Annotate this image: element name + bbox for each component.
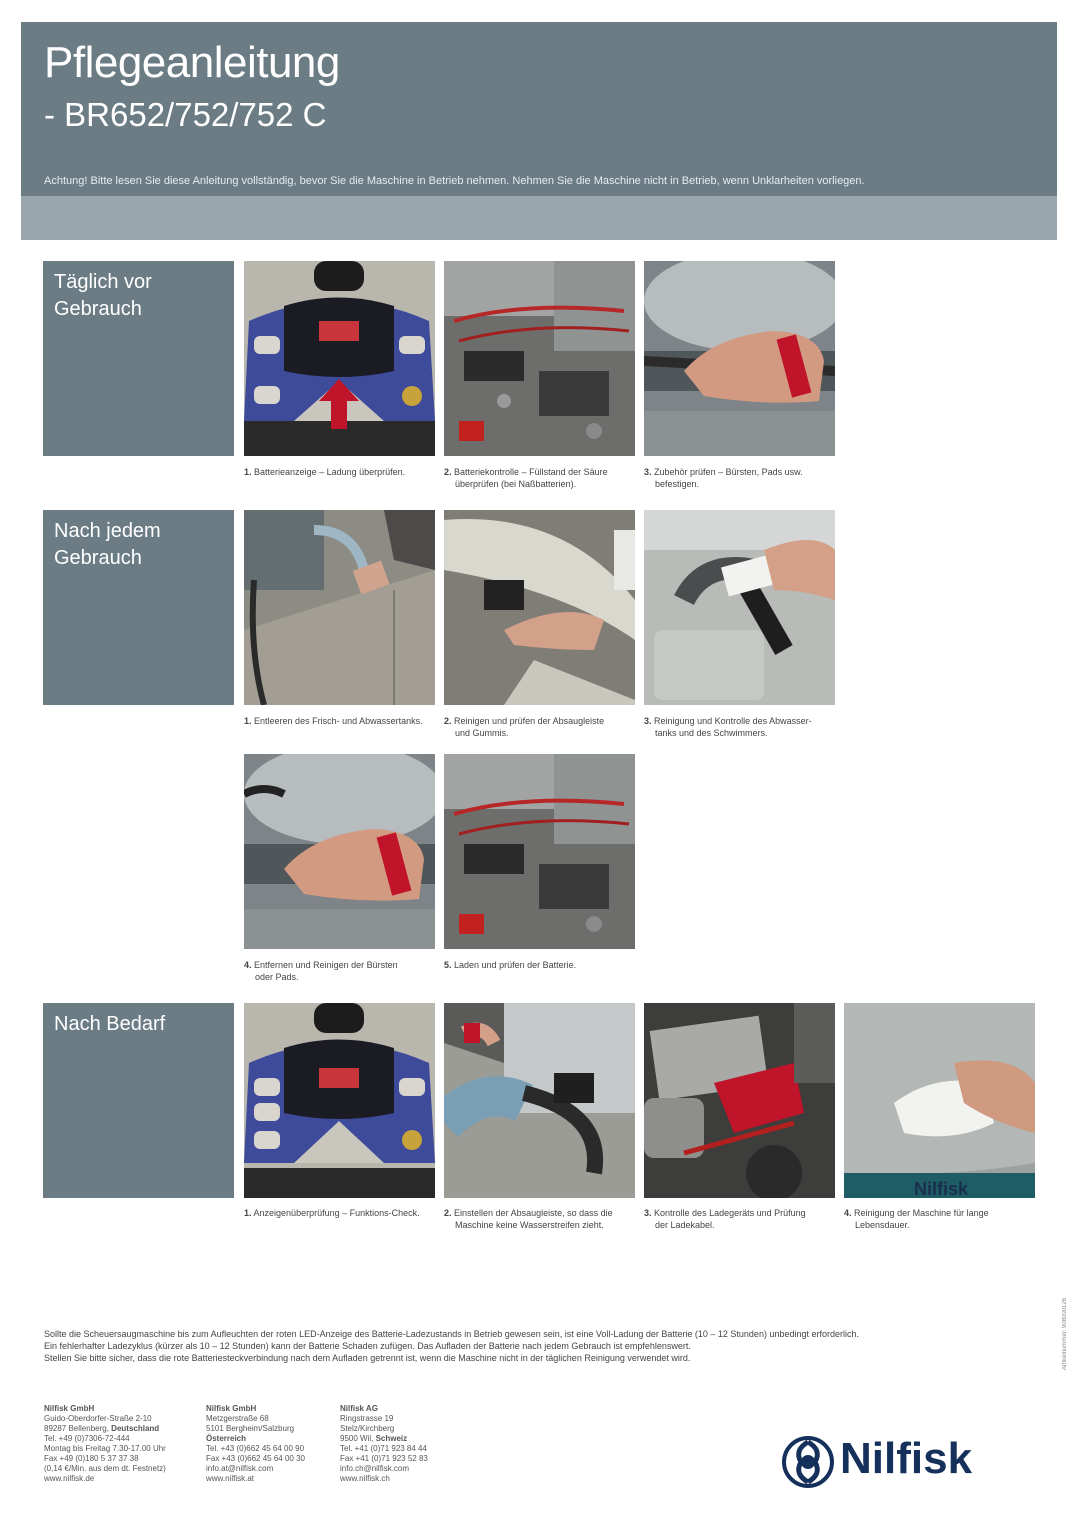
photo-charge-battery [444, 754, 635, 949]
nilfisk-emblem-icon [782, 1436, 834, 1488]
battery-notes [44, 1328, 1004, 1364]
caption-step: 2. Reinigen und prüfen der Absaugleiste und Gummis. [444, 716, 605, 738]
caption-step: 2. Einstellen der Absaugleiste, so dass die Maschine keine Wasserstreifen zieht. [444, 1208, 613, 1230]
page-title: Pflegeanleitung [44, 38, 340, 87]
header-band [21, 196, 1057, 240]
photo-remove-brushes [244, 754, 435, 949]
photo-brush-check [644, 261, 835, 456]
caption-step: 1. Entleeren des Frisch- und Abwassertanks. [244, 716, 423, 726]
photo-squeegee [444, 510, 635, 705]
section-label-line2: Gebrauch [54, 298, 142, 320]
section-label-line1: Nach jedem [54, 520, 161, 542]
logo-wordmark: Nilfisk [840, 1434, 973, 1483]
address-germany: Nilfisk GmbH Guido-Oberdorfer-Straße 2-10 89287 Bellenberg, Deutschland Tel. +49 (0)7306-72-444 Montag bis Freitag 7.30-17.00 Uhr Fax +49 (0)180 5 37 37 38 (0,14 €/Min. aus dem dt. Festnetz) www.nilfisk.de [44, 1404, 166, 1483]
section-label-line1: Täglich vor [54, 271, 152, 293]
caption-step: 4. Reinigung der Maschine für lange Lebensdauer. [844, 1208, 989, 1230]
email-link[interactable]: info.ch@nilfisk.com [340, 1464, 410, 1473]
photo-adjust-squeegee [444, 1003, 635, 1198]
address-austria: Nilfisk GmbH Metzgerstraße 68 5101 Bergheim/Salzburg Österreich Tel. +43 (0)662 45 64 00 90 Fax +43 (0)662 45 64 00 30 info.at@nilfisk.com www.nilfisk.at [206, 1404, 305, 1483]
section-label [54, 518, 161, 572]
caption-step: 3. Kontrolle des Ladegeräts und Prüfung der Ladekabel. [644, 1208, 806, 1230]
photo-charger-check [644, 1003, 835, 1198]
website-link[interactable]: www.nilfisk.at [206, 1474, 255, 1483]
photo-display-check [244, 1003, 435, 1198]
photo-battery-display [244, 261, 435, 456]
photo-empty-tanks [244, 510, 435, 705]
note-line: Ein fehlerhafter Ladezyklus (kürzer als 10 – 12 Stunden) kann der Batterie Schaden zufügen. Das Aufladen der Batterie nach jedem Gebrauch ist empfehlenswert. [44, 1341, 691, 1351]
warning-text: Achtung! Bitte lesen Sie diese Anleitung vollständig, bevor Sie die Maschine in Betrieb nehmen. Nehmen Sie die Maschine nicht in Betrieb, wenn Unklarheiten vorliegen. [44, 175, 865, 187]
photo-recovery-tank [644, 510, 835, 705]
section-daily-label-box [43, 261, 234, 456]
caption-step: 4. Entfernen und Reinigen der Bürsten oder Pads. [244, 960, 398, 982]
page-subtitle: - BR652/752/752 C [44, 96, 327, 133]
section-as-needed-label-box [43, 1003, 234, 1198]
section-label [54, 1011, 165, 1038]
section-label [54, 269, 152, 323]
photo-battery-check [444, 261, 635, 456]
website-link[interactable]: www.nilfisk.de [44, 1474, 95, 1483]
section-label-line1: Nach Bedarf [54, 1013, 166, 1035]
caption-step: 1. Batterieanzeige – Ladung überprüfen. [244, 467, 406, 477]
caption-step: 3. Zubehör prüfen – Bürsten, Pads usw. befestigen. [644, 467, 803, 489]
caption-step: 3. Reinigung und Kontrolle des Abwasser- tanks und des Schwimmers. [644, 716, 812, 738]
section-after-use-label-box [43, 510, 234, 705]
website-link[interactable]: www.nilfisk.ch [340, 1474, 390, 1483]
caption-step: 2. Batteriekontrolle – Füllstand der Säure überprüfen (bei Naßbatterien). [444, 467, 608, 489]
address-switzerland: Nilfisk AG Ringstrasse 19 Stelz/Kirchberg 9500 Wil, Schweiz Tel. +41 (0)71 923 84 44 Fax +41 (0)71 923 52 83 info.ch@nilfisk.com www.nilfisk.ch [340, 1404, 428, 1483]
caption-step: 1. Anzeigenüberprüfung – Funktions-Check. [244, 1208, 420, 1218]
email-link[interactable]: info.at@nilfisk.com [206, 1464, 274, 1473]
caption-step: 5. Laden und prüfen der Batterie. [444, 960, 577, 970]
note-line: Stellen Sie bitte sicher, dass die rote Batteriesteckverbindung nach dem Aufladen getrennt ist, wenn die Maschine nicht in der täglichen Reinigung verwendet wird. [44, 1353, 691, 1363]
nilfisk-logo [782, 1436, 1037, 1488]
article-number: Artikelnummer: 908000126 [1062, 1297, 1068, 1370]
photo-clean-machine [844, 1003, 1035, 1198]
svg-text:Nilfisk: Nilfisk [914, 1179, 969, 1198]
note-line: Sollte die Scheuersaugmaschine bis zum Aufleuchten der roten LED-Anzeige des Batterie-Ladezustands in Betrieb gewesen sein, ist eine Voll-Ladung der Batterie (10 – 12 Stunden) unbedingt erforderlich. [44, 1329, 860, 1339]
section-label-line2: Gebrauch [54, 547, 142, 569]
